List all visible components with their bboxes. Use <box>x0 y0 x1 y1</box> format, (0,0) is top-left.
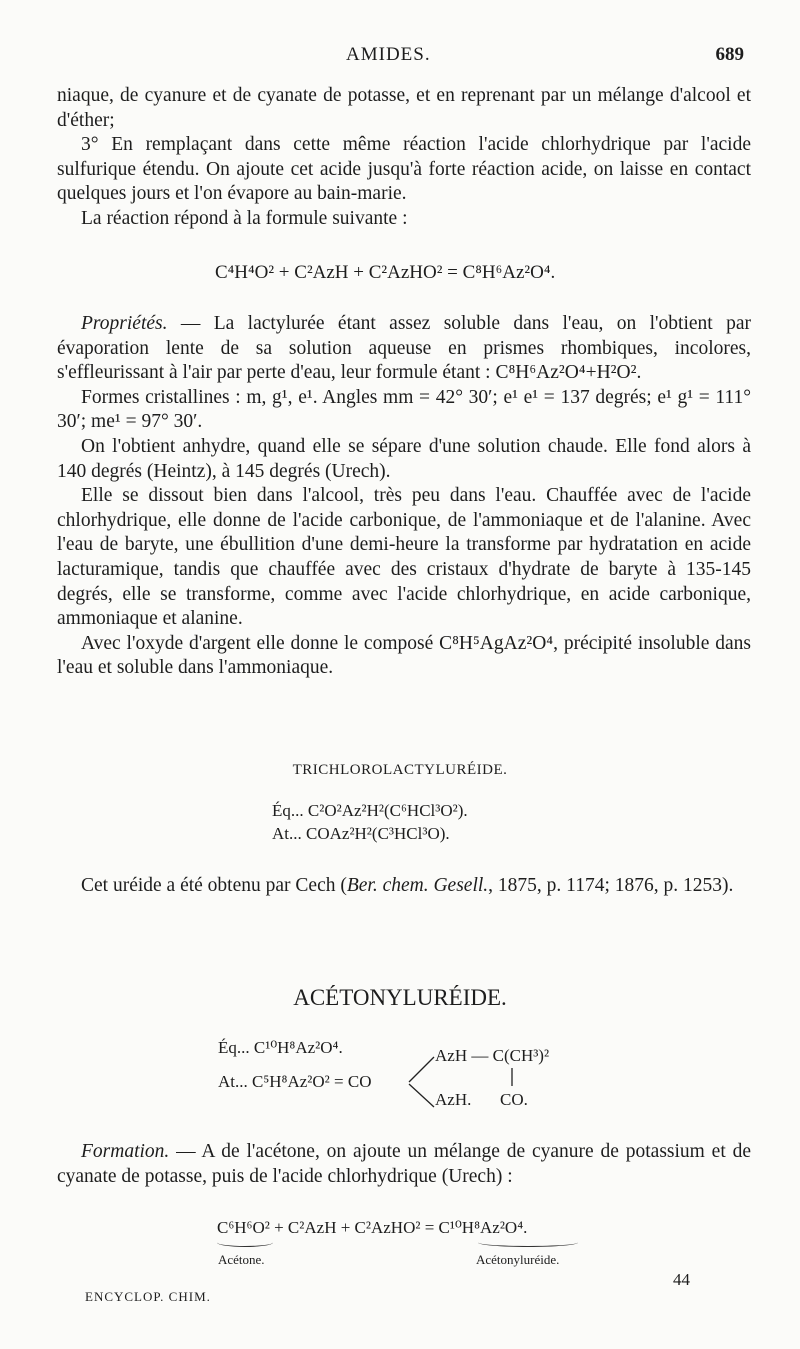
properties-label: Propriétés. <box>81 313 168 334</box>
label-acetone: Acétone. <box>218 1252 265 1267</box>
paragraph-method-3: 3° En remplaçant dans cette même réaction l'acide chlorhydrique par l'acide sulfurique étendu. On ajoute cet acide jusqu'à forte réaction acide, on laisse en contact quelques jours et l'on évapore au bain-marie. <box>57 134 751 205</box>
paragraph-silver-oxide: Avec l'oxyde d'argent elle donne le composé C⁸H⁵AgAz²O⁴, précipité insoluble dans l'eau et soluble dans l'ammoniaque. <box>57 632 751 679</box>
formula-reaction: C⁴H⁴O² + C²AzH + C²AzHO² = C⁸H⁶Az²O⁴. <box>215 262 556 283</box>
section-title-acetonylureide: ACÉTONYLURÉIDE. <box>293 985 507 1010</box>
formation-text: — A de l'acétone, on ajoute un mélange de cyanure de potassium et de cyanate de potasse, puis de l'acide chlorhydrique (Urech) : <box>57 1141 751 1187</box>
citation-journal: Ber. chem. Gesell. <box>346 875 489 896</box>
branch-carbonyl: CO. <box>500 1090 528 1109</box>
formula-at-acetonyl: At... C⁵H⁸Az²O² = CO <box>218 1072 372 1091</box>
paragraph-formation <box>57 1140 751 1189</box>
branch-bottom-group: AzH. <box>435 1090 472 1109</box>
running-title: AMIDES. <box>346 44 431 65</box>
footer-encyclopedia: ENCYCLOP. CHIM. <box>85 1289 211 1304</box>
properties-text: — La lactylurée étant assez soluble dans l'eau, on l'obtient par évaporation lente de sa solution aqueuse en prismes rhombiques, incolores, s'effleurissant à l'air par perte d'eau, leur formule étant : C⁸H⁶Az²O⁴+H²O². <box>57 313 751 384</box>
label-acetonylureide: Acétonyluréide. <box>476 1252 560 1267</box>
formula-formation: C⁶H⁶O² + C²AzH + C²AzHO² = C¹⁰H⁸Az²O⁴. <box>217 1218 528 1237</box>
formula-at-trichloro: At... COAz²H²(C³HCl³O). <box>272 824 450 843</box>
paragraph-reaction: La réaction répond à la formule suivante : <box>81 207 408 229</box>
footer-signature: 44 <box>673 1270 690 1289</box>
page-number: 689 <box>715 44 744 65</box>
branch-top-group: AzH — C(CH³)² <box>435 1046 550 1065</box>
cech-text-pre: Cet uréide a été obtenu par Cech ( <box>81 875 347 896</box>
underbrace-acetonylureide <box>478 1238 578 1247</box>
section-title-trichlorolactylureide: TRICHLOROLACTYLURÉIDE. <box>292 762 508 778</box>
paragraph-anhydrous: On l'obtient anhydre, quand elle se sépare d'une solution chaude. Elle fond alors à 140 degrés (Heintz), à 145 degrés (Urech). <box>57 435 751 482</box>
paragraph-continuation: niaque, de cyanure et de cyanate de potasse, et en reprenant par un mélange d'alcool et d'éther; <box>57 85 751 131</box>
text-block-formation <box>57 1140 751 1189</box>
formula-eq-acetonyl: Éq... C¹⁰H⁸Az²O⁴. <box>218 1038 343 1057</box>
formation-label: Formation. <box>81 1141 170 1162</box>
paragraph-crystal-forms: Formes cristallines : m, g¹, e¹. Angles mm = 42° 30′; e¹ e¹ = 137 degrés; e¹ g¹ = 111° 30′; me¹ = 97° 30′. <box>57 386 751 433</box>
paragraph-solubility: Elle se dissout bien dans l'alcool, très peu dans l'eau. Chauffée avec de l'acide chlorhydrique, elle donne de l'acide carbonique, de l'ammoniaque et de l'alanine. Avec l'eau de baryte, une ébullition d'une demi-heure la transforme par hydratation en acide lacturamique, tandis que chauffée avec des cristaux d'hydrate de baryte à 135-145 degrés, elle se transforme, comme avec l'acide chlorhydrique, en acide carbonique, ammoniaque et alanine. <box>57 485 751 630</box>
cech-text-post: , 1875, p. 1174; 1876, p. 1253). <box>488 875 734 896</box>
formula-eq-trichloro: Éq... C²O²Az²H²(C⁶HCl³O²). <box>272 801 468 820</box>
underbrace-acetone <box>217 1238 273 1247</box>
